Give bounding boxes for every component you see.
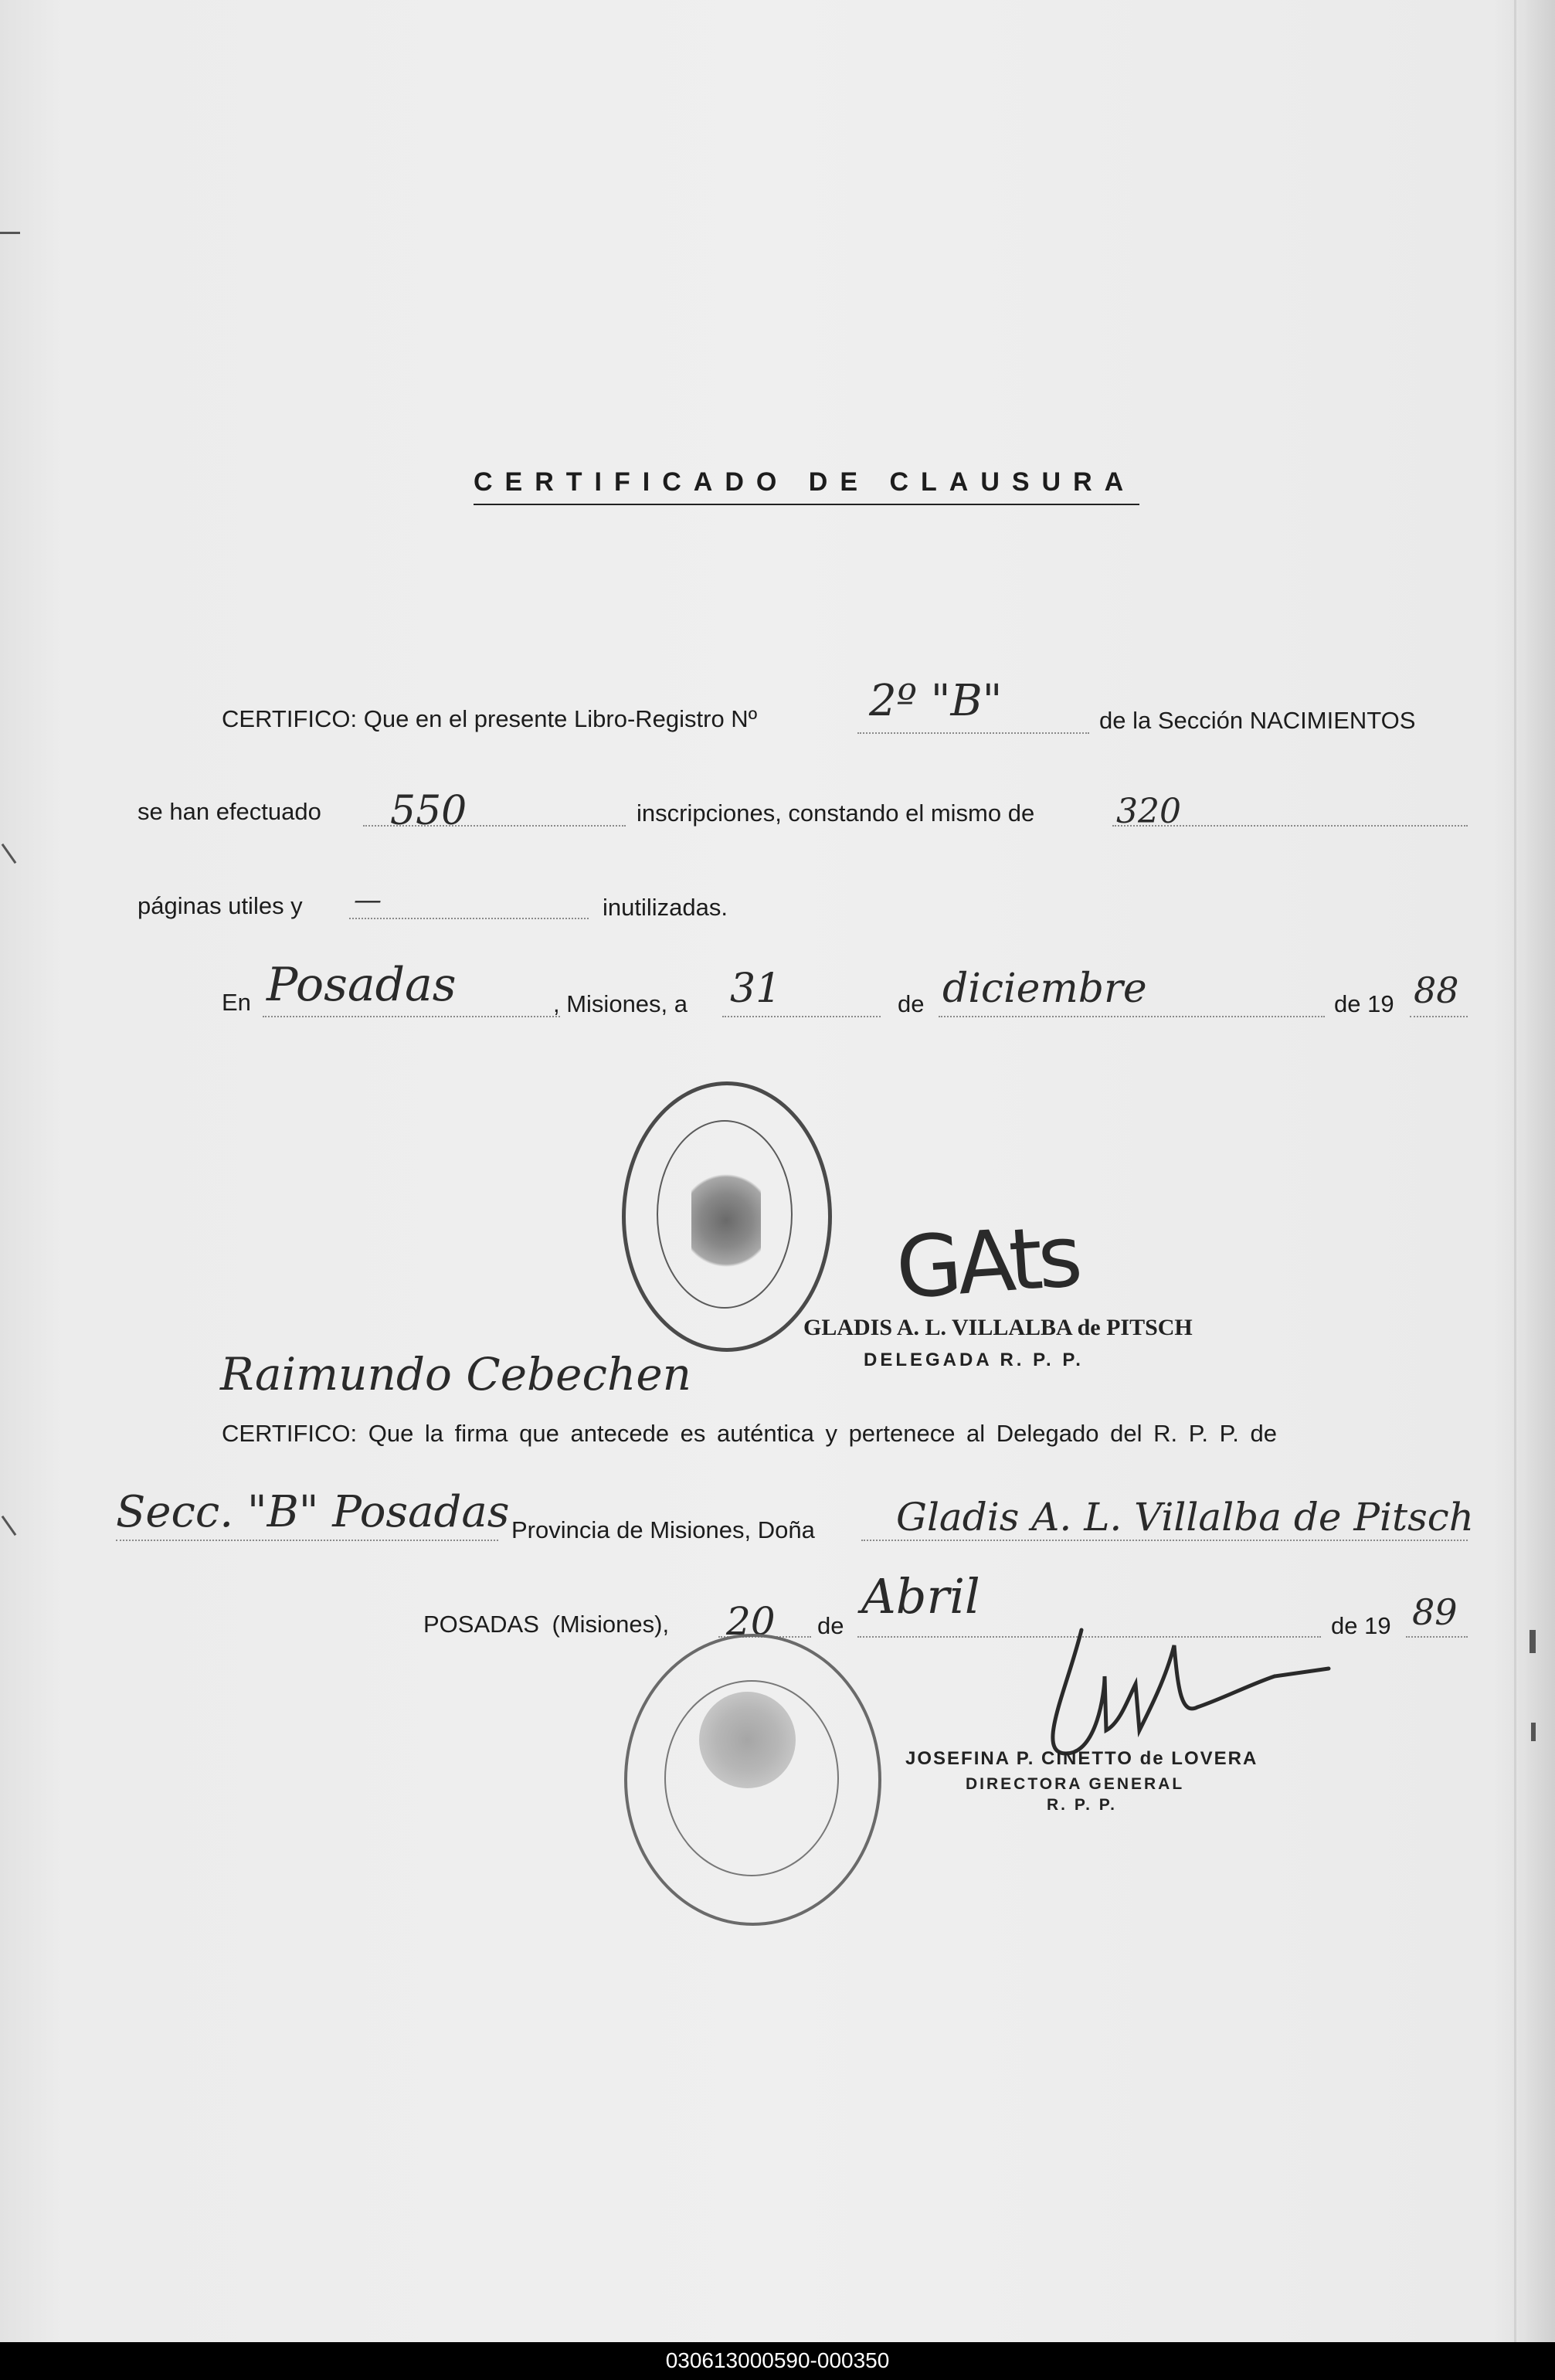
cert2-de-label: de <box>817 1612 844 1639</box>
page-fold-line <box>1514 0 1516 2342</box>
document-id: 030613000590-000350 <box>665 2348 890 2372</box>
day-line <box>722 1016 881 1017</box>
cert1-line3-prefix: páginas utiles y <box>138 892 303 919</box>
cert1-line2-prefix: se han efectuado <box>138 798 321 825</box>
cert2-year-suffix: 89 <box>1412 1591 1458 1633</box>
footer-bar <box>0 2342 1555 2380</box>
cert2-year-line <box>1406 1636 1468 1638</box>
section: Secc. "B" Posadas <box>116 1487 510 1537</box>
director-role-rpp: R. P. P. <box>1047 1796 1117 1814</box>
section-line <box>116 1540 498 1541</box>
cert2-line2-middle: Provincia de Misiones, Doña <box>511 1516 815 1543</box>
cert1-line2-middle: inscripciones, constando el mismo de <box>637 800 1035 827</box>
cert1-line1-prefix: CERTIFICO: Que en el presente Libro-Registro Nº <box>222 705 758 732</box>
year-line <box>1410 1016 1468 1017</box>
month: diciembre <box>942 966 1147 1012</box>
cert1-line1-suffix: de la Sección NACIMIENTOS <box>1099 707 1416 734</box>
book-number-line <box>857 732 1089 734</box>
unused-pages: — <box>354 884 382 916</box>
cert1-line3-suffix: inutilizadas. <box>603 894 728 921</box>
page-edge <box>1526 0 1555 2342</box>
day: 31 <box>730 966 782 1012</box>
pages-count: 320 <box>1116 792 1181 831</box>
year-suffix: 88 <box>1414 969 1459 1011</box>
cert2-line1: CERTIFICO: Que la firma que antecede es auténtica y pertenece al Delegado del R. P. P. de <box>222 1420 1278 1447</box>
cert2-day: 20 <box>726 1599 776 1644</box>
cert2-year-prefix: de 19 <box>1331 1612 1391 1639</box>
cert2-place: POSADAS (Misiones), <box>423 1611 670 1638</box>
scan-mark <box>1531 1723 1536 1741</box>
unused-pages-line <box>349 918 589 919</box>
document-title: CERTIFICADO DE CLAUSURA <box>474 467 1136 497</box>
inscriptions-count: 550 <box>390 788 467 834</box>
person-name: Gladis A. L. Villalba de Pitsch <box>896 1495 1474 1540</box>
place-prefix: En <box>222 989 251 1016</box>
director-role: DIRECTORA GENERAL <box>966 1775 1185 1793</box>
coat-of-arms-icon <box>699 1692 796 1788</box>
year-prefix: de 19 <box>1334 990 1394 1017</box>
scan-mark <box>0 232 20 234</box>
cert2-month: Abril <box>861 1568 980 1625</box>
delegate-role: DELEGADA R. P. P. <box>864 1350 1084 1370</box>
book-number: 2º "B" <box>869 676 1003 726</box>
delegate-signature: GAts <box>892 1206 1081 1319</box>
place: Posadas <box>267 958 457 1012</box>
title-underline <box>474 504 1139 505</box>
month-line <box>939 1016 1325 1017</box>
place-middle: , Misiones, a <box>553 990 688 1017</box>
de-label: de <box>898 990 925 1017</box>
delegate-name: GLADIS A. L. VILLALBA de PITSCH <box>803 1315 1193 1340</box>
director-name: JOSEFINA P. CINETTO de LOVERA <box>905 1748 1258 1769</box>
scan-mark <box>1530 1630 1536 1653</box>
place-line <box>263 1016 560 1017</box>
witness-signature: Raimundo Cebechen <box>220 1348 691 1400</box>
coat-of-arms-icon <box>691 1174 761 1267</box>
person-line <box>861 1540 1468 1541</box>
